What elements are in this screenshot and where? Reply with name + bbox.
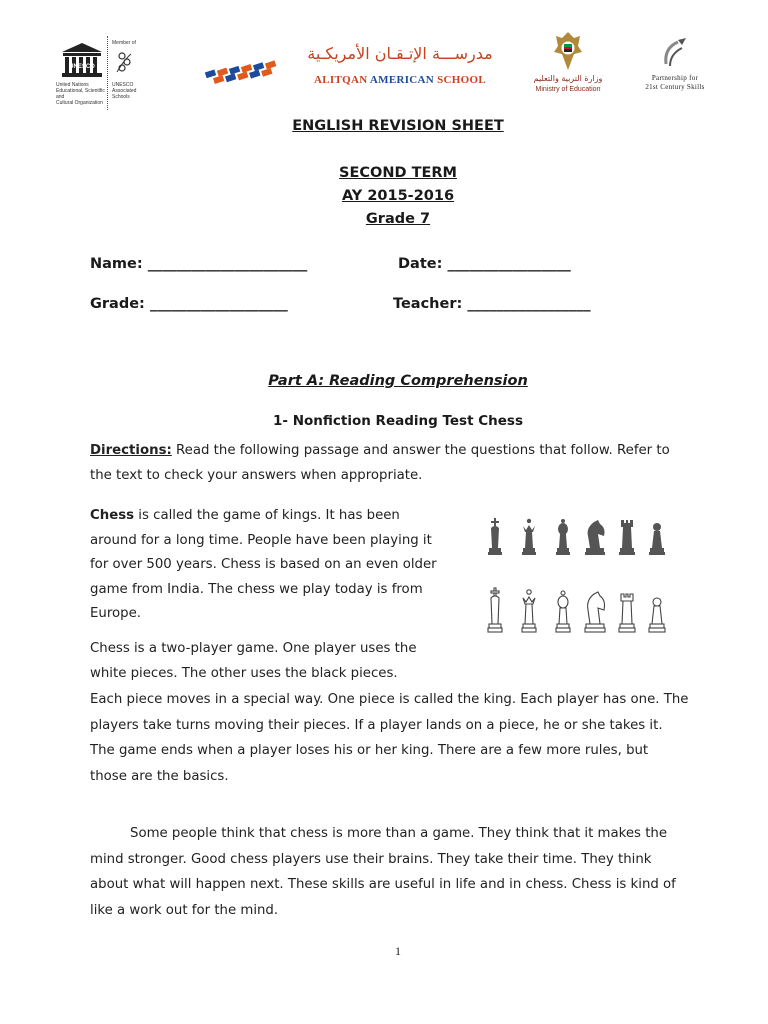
grade-blank-line[interactable]: ___________________ <box>149 296 288 312</box>
directions-label: Directions: <box>90 443 172 458</box>
teacher-label: Teacher: <box>393 296 463 312</box>
teacher-field[interactable] <box>393 293 591 312</box>
school-name-english: ALITQAN AMERICAN SCHOOL <box>314 74 486 86</box>
chess-keyword: Chess <box>90 508 135 523</box>
passage-paragraph-3: Some people think that chess is more than a game. They think that it makes the mind stronger. Good chess players use their brains. They take their time. They think about what will happen next. These skills are useful in life and in chess. Chess is kind of like a work out for the mind. <box>90 826 676 918</box>
svg-text:UNESCO: UNESCO <box>69 64 95 70</box>
sheet-title: ENGLISH REVISION SHEET <box>292 118 504 134</box>
alitqan-logo-icon <box>200 50 290 90</box>
partnership-line-1: Partnership for <box>651 74 699 82</box>
ministry-of-education-logo <box>530 30 606 100</box>
school-name-arabic: مدرســـة الإتـقـان الأمريكـية <box>307 44 493 63</box>
passage-paragraph-1: Chess is called the game of kings. It has been around for a long time. People have been playing it for over 500 years. Chess is based on an even older game from India. The chess we play today is from Europe. <box>90 508 437 621</box>
academic-year: AY 2015-2016 <box>341 188 455 204</box>
passage-subheading: 1- Nonfiction Reading Test Chess <box>273 413 523 429</box>
unesco-logo <box>52 36 152 112</box>
date-blank-line[interactable]: _________________ <box>447 256 571 272</box>
ministry-name-arabic: وزارة التربية والتعليم <box>533 74 603 83</box>
p21-swoosh-icon <box>660 36 690 70</box>
name-field[interactable] <box>90 253 307 272</box>
asp-network-icon <box>114 50 134 74</box>
partnership-line-2: 21st Century Skills <box>645 83 705 91</box>
directions-paragraph: Directions: Read the following passage and answer the questions that follow. Refer to the text to check your answers when appropriate. <box>90 443 670 483</box>
date-label: Date: <box>398 256 443 272</box>
grade-label: Grade: <box>90 296 145 312</box>
partnership-21st-century-logo <box>630 36 720 96</box>
passage-paragraph-2: Chess is a two-player game. One player uses the white pieces. The other uses the black pieces. Each piece moves in a special way. One piece is called the king. Each player has one. The players take turns moving their pieces. If a player lands on a piece, he or she takes it. The game ends when a player loses his or her king. There are a few more rules, but those are the basics. <box>90 641 689 784</box>
name-label: Name: <box>90 256 143 272</box>
grade-field[interactable] <box>90 293 288 312</box>
white-chess-pieces <box>488 588 665 632</box>
term-title: SECOND TERM <box>339 165 457 181</box>
unesco-schools-text: UNESCO Associated Schools <box>112 82 137 100</box>
ministry-name-english: Ministry of Education <box>535 86 601 93</box>
uae-emblem-icon <box>552 30 584 72</box>
name-blank-line[interactable]: ______________________ <box>147 256 308 272</box>
date-field[interactable] <box>398 253 571 272</box>
part-a-heading: Part A: Reading Comprehension <box>268 373 528 389</box>
unesco-member-of: Member of <box>112 40 136 46</box>
page-number: 1 <box>395 944 401 958</box>
unesco-temple-icon <box>60 42 104 78</box>
teacher-blank-line[interactable]: _________________ <box>467 296 591 312</box>
grade-title: Grade 7 <box>365 211 431 227</box>
black-chess-pieces <box>488 518 665 555</box>
unesco-org-text: United Nations Educational, Scientific and Cultural Organization <box>56 82 105 106</box>
